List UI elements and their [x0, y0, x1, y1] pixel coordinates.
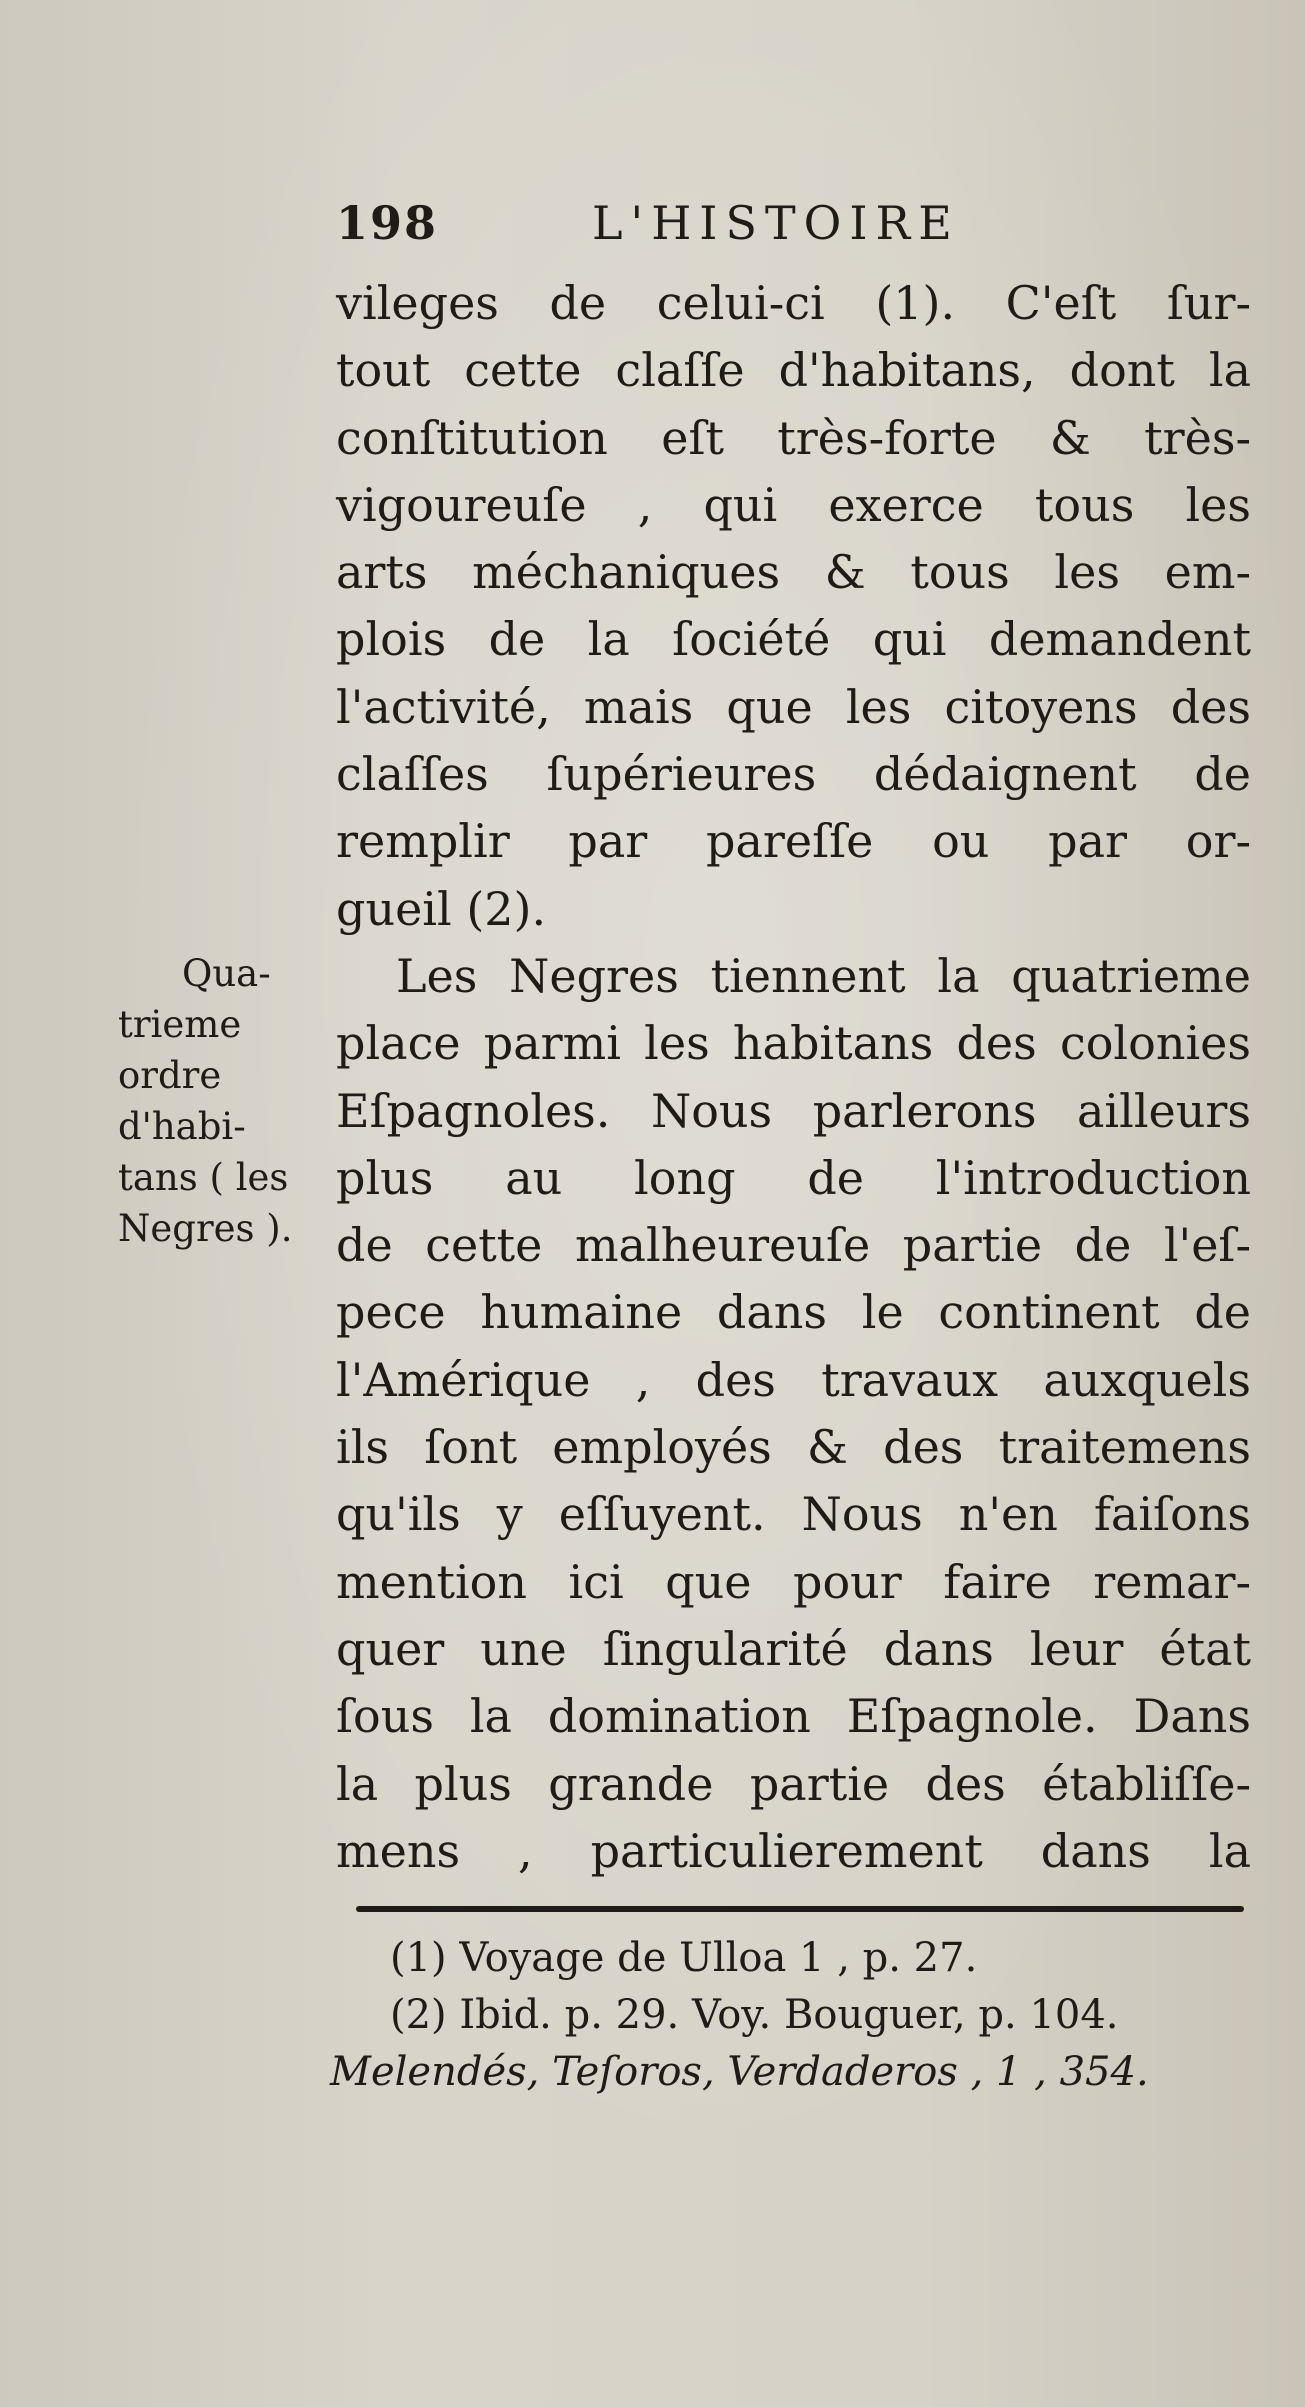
body-line: Eſpagnoles. Nous parlerons ailleurs	[336, 1083, 1251, 1138]
running-title: L'HISTOIRE	[592, 196, 960, 250]
margin-note-line: ordre	[118, 1054, 222, 1097]
body-line: claſſes ſupérieures dédaignent de	[336, 747, 1251, 802]
body-line: tout cette claſſe d'habitans, dont la	[336, 343, 1251, 398]
body-line: l'Amérique , des travaux auxquels	[336, 1352, 1251, 1407]
footnote-2: (2) Ibid. p. 29. Voy. Bouguer, p. 104.	[390, 1992, 1119, 2038]
body-line: arts méchaniques & tous les em-	[336, 545, 1251, 600]
margin-note-line: tans ( les	[118, 1156, 289, 1199]
body-line: vigoureuſe , qui exerce tous les	[336, 477, 1251, 532]
footnote-3: Melendés, Teſoros, Verdaderos , 1 , 354.	[330, 2049, 1149, 2095]
body-line: la plus grande partie des établiſſe-	[336, 1756, 1251, 1811]
footnote-1: (1) Voyage de Ulloa 1 , p. 27.	[390, 1935, 978, 1981]
margin-note	[118, 948, 338, 1254]
running-head	[336, 196, 1246, 266]
margin-note-line: d'habi-	[118, 1105, 246, 1148]
body-line: gueil (2).	[336, 881, 547, 936]
footnote-rule	[356, 1906, 1244, 1912]
body-line: mens , particulierement dans la	[336, 1823, 1251, 1878]
body-line: de cette malheureuſe partie de l'eſ-	[336, 1218, 1251, 1273]
margin-note-line: Qua-	[182, 952, 271, 995]
body-line: quer une ſingularité dans leur état	[336, 1621, 1251, 1676]
body-line: Les Negres tiennent la quatrieme	[396, 948, 1251, 1003]
body-line: mention ici que pour faire remar-	[336, 1554, 1251, 1609]
body-line: remplir par pareſſe ou par or-	[336, 814, 1251, 869]
footnotes	[330, 1930, 1255, 2101]
body-text	[336, 270, 1251, 1885]
margin-note-line: Negres ).	[118, 1207, 293, 1250]
body-line: place parmi les habitans des colonies	[336, 1016, 1251, 1071]
body-line: conſtitution eſt très-forte & très-	[336, 410, 1251, 465]
body-line: ſous la domination Eſpagnole. Dans	[336, 1689, 1251, 1744]
body-line: qu'ils y eſſuyent. Nous n'en faiſons	[336, 1487, 1251, 1542]
page-number: 198	[336, 196, 439, 250]
body-line: l'activité, mais que les citoyens des	[336, 679, 1251, 734]
body-line: ils ſont employés & des traitemens	[336, 1420, 1251, 1475]
body-line: plois de la ſociété qui demandent	[336, 612, 1251, 667]
body-line: pece humaine dans le continent de	[336, 1285, 1251, 1340]
body-line: vileges de celui-ci (1). C'eſt ſur-	[336, 276, 1251, 330]
body-line: plus au long de l'introduction	[336, 1150, 1251, 1205]
margin-note-line: trieme	[118, 1003, 242, 1046]
